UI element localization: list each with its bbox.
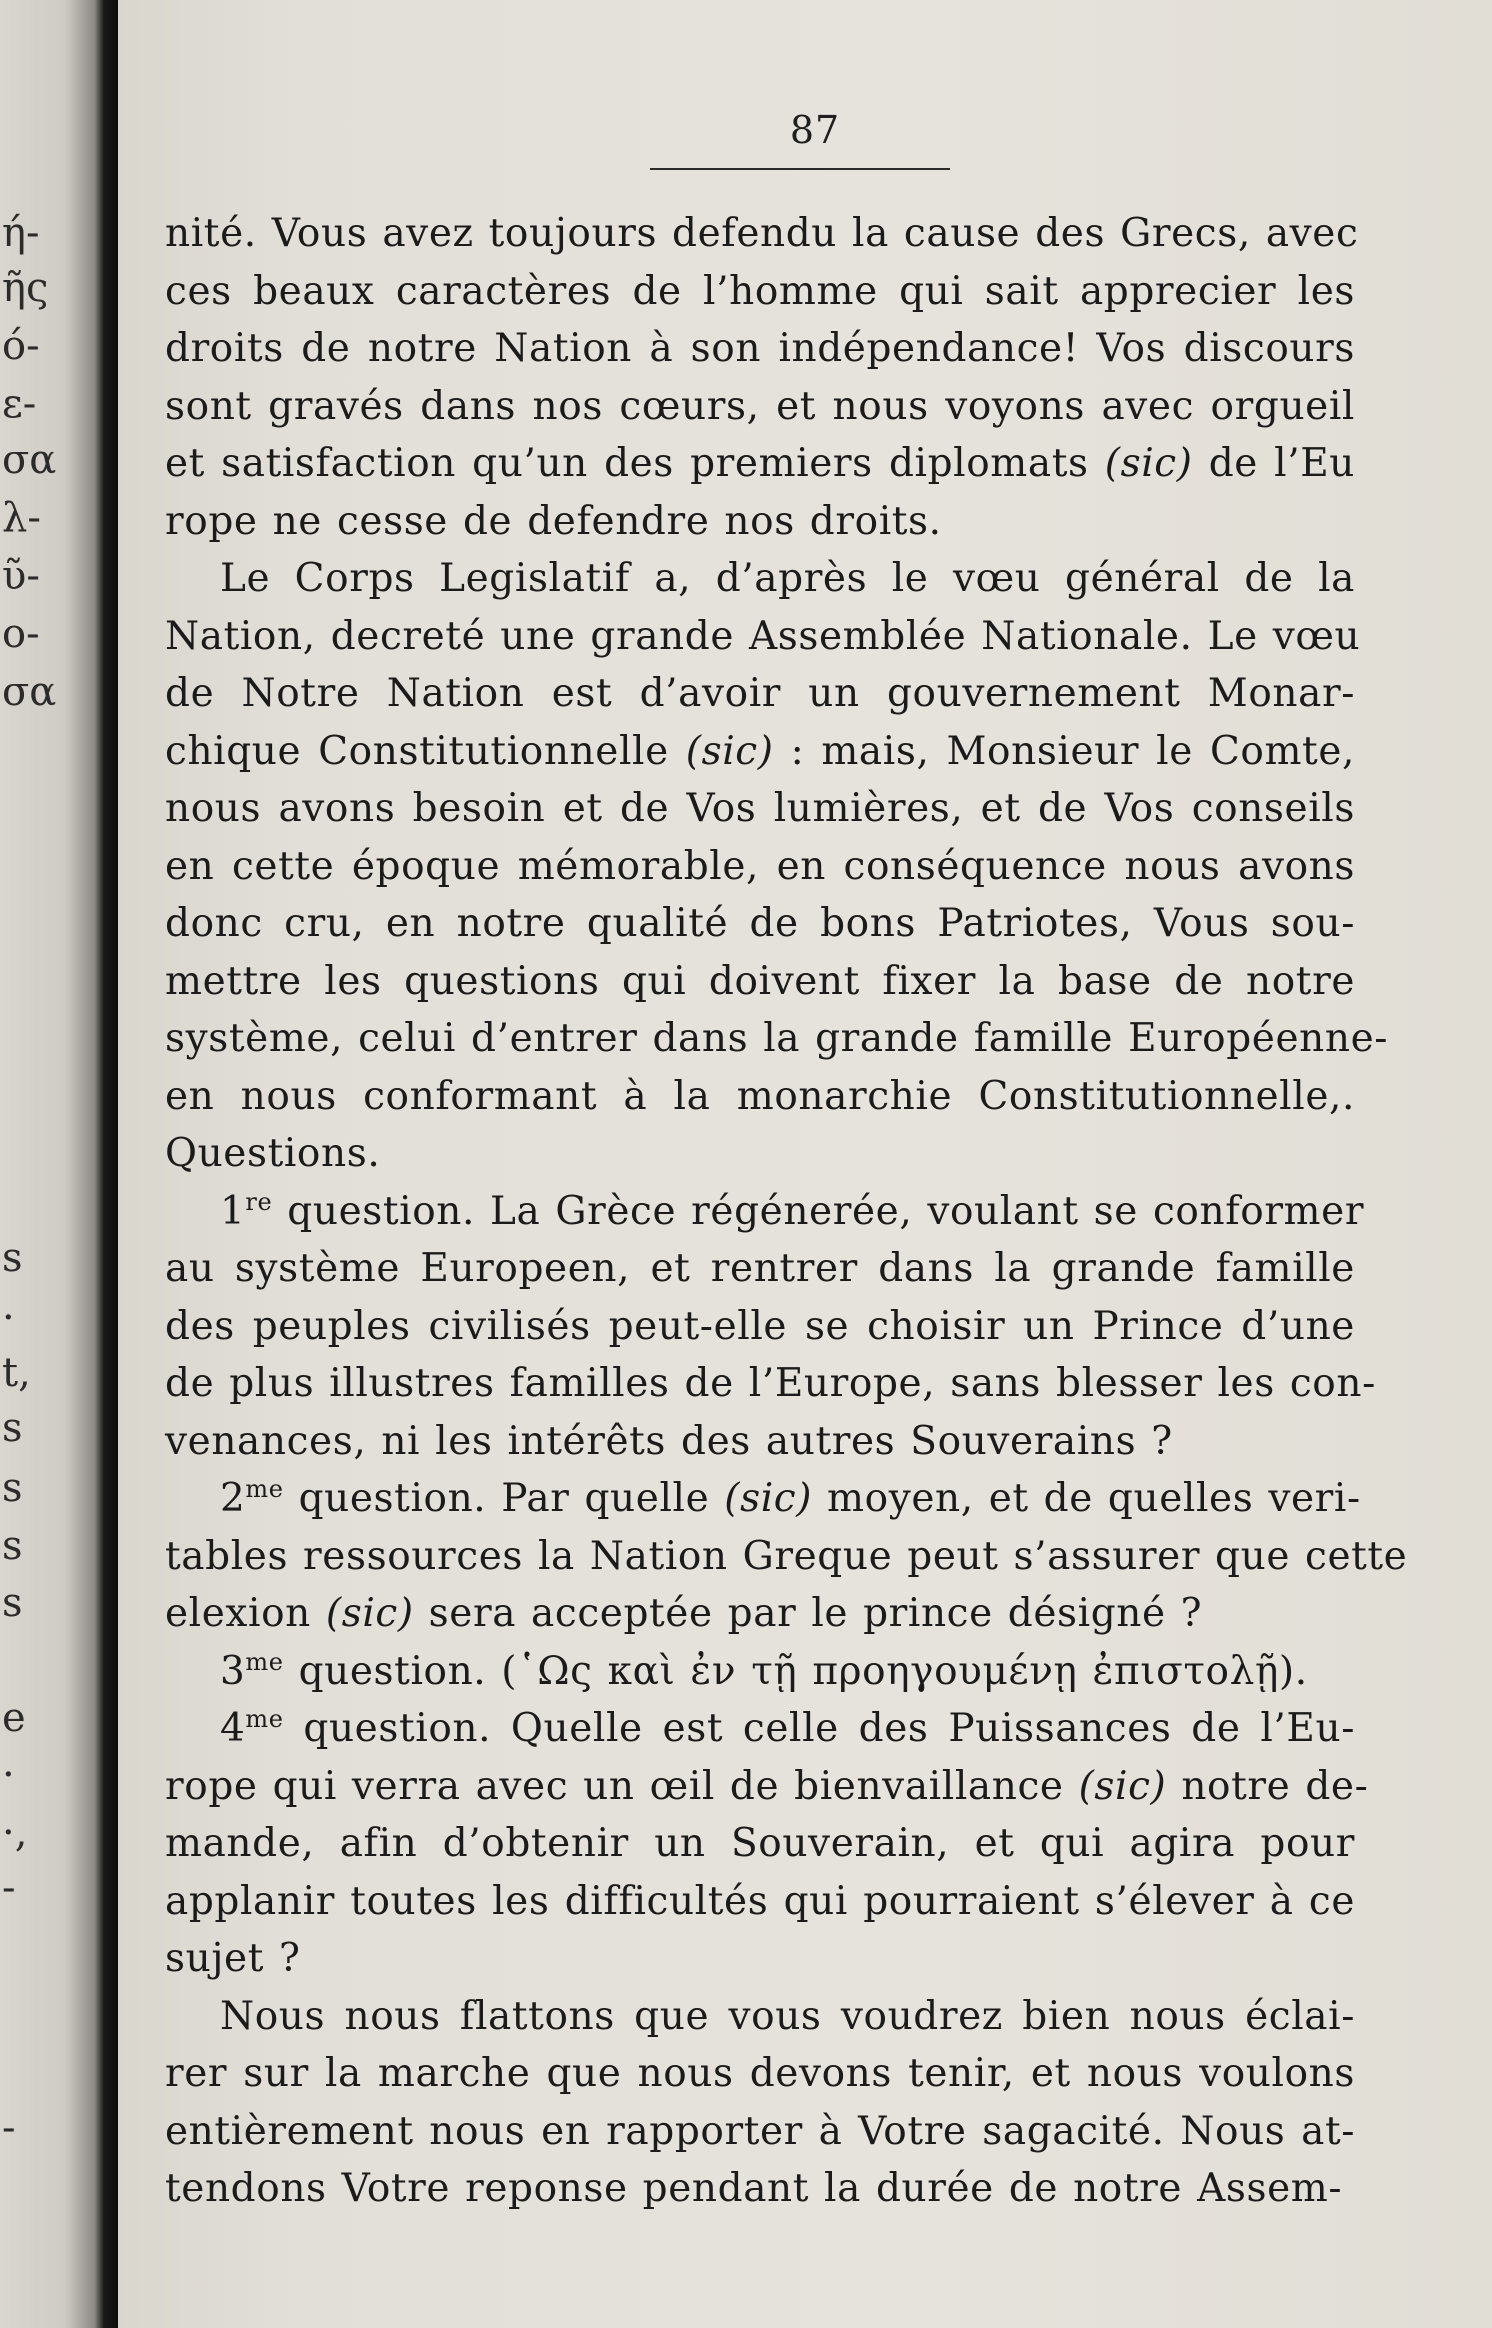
line-segment: question. La Grèce régénerée, voulant se conformer (272, 1188, 1365, 1234)
margin-fragment: s (2, 1235, 23, 1281)
text-line (165, 2045, 1355, 2103)
text-line (165, 320, 1355, 378)
text-line (165, 665, 1355, 723)
margin-fragment: ε- (2, 381, 37, 427)
text-line (165, 1873, 1355, 1931)
line-segment: chique Constitutionnelle (165, 728, 686, 774)
facing-page-margin-fragments (0, 0, 60, 2328)
line-segment: applanir toutes les difficultés qui pourraient s’élever à ce (165, 1878, 1355, 1924)
line-segment: mettre les questions qui doivent fixer la base de notre (165, 958, 1355, 1004)
text-line (165, 953, 1355, 1011)
margin-fragment: λ- (2, 495, 41, 541)
ordinal-superscript: re (245, 1187, 273, 1216)
line-segment: question. Quelle est celle des Puissances de l’Eu- (283, 1706, 1355, 1751)
margin-fragment: s (2, 1405, 23, 1451)
text-line (165, 1240, 1355, 1298)
margin-fragment: - (2, 2105, 16, 2151)
line-segment: venances, ni les intérêts des autres Souverains ? (165, 1418, 1173, 1464)
text-line (165, 2103, 1355, 2161)
line-segment: 2 (220, 1476, 246, 1521)
text-line (165, 1470, 1361, 1528)
margin-fragment: σα (2, 437, 57, 483)
ordinal-superscript: me (245, 1705, 284, 1733)
line-segment: 3 (220, 1648, 246, 1694)
line-segment: sont gravés dans nos cœurs, et nous voyons avec orgueil (165, 383, 1355, 429)
text-line (165, 895, 1355, 953)
margin-fragment: s (2, 1465, 23, 1511)
line-segment: rer sur la marche que nous devons tenir, et nous voulons (165, 2051, 1355, 2096)
line-segment: rope ne cesse de defendre nos droits. (165, 498, 942, 544)
line-segment: rope qui verra avec un œil de bienvaillance (165, 1763, 1079, 1809)
margin-fragment: ῦ- (2, 553, 40, 599)
margin-fragment: σα (2, 669, 57, 715)
line-segment: Le Corps Legislatif a, d’après le vœu général de la (220, 556, 1355, 601)
line-segment: elexion (165, 1591, 326, 1636)
text-line (165, 608, 1361, 666)
line-segment: : mais, Monsieur le Comte, (773, 728, 1355, 774)
page-content (165, 0, 1408, 2328)
margin-fragment: ο- (2, 611, 40, 657)
text-line (165, 1988, 1355, 2046)
text-line (165, 205, 1359, 263)
margin-fragment: s (2, 1580, 23, 1626)
line-segment: donc cru, en notre qualité de bons Patriotes, Vous sou- (165, 901, 1355, 946)
text-line (165, 1010, 1389, 1068)
margin-fragment: ῆς (2, 265, 49, 311)
text-line (165, 1585, 1355, 1643)
margin-fragment: e (2, 1695, 26, 1741)
sic-annotation: (sic) (1078, 1763, 1167, 1809)
text-line (165, 1758, 1369, 1816)
margin-fragment: · (2, 1752, 15, 1798)
text-line (165, 1355, 1376, 1413)
line-segment: entièrement nous en rapporter à Votre sagacité. Nous at- (165, 2108, 1355, 2154)
line-segment: 4 (220, 1706, 246, 1751)
text-line (165, 435, 1355, 493)
ordinal-superscript: me (245, 1647, 284, 1676)
ordinal-superscript: me (245, 1475, 284, 1503)
sic-annotation: (sic) (1104, 441, 1193, 486)
text-line (165, 1930, 1355, 1988)
line-segment: tables ressources la Nation Greque peut s’assurer que cette (165, 1533, 1408, 1579)
text-line (165, 1183, 1365, 1241)
page-number: 87 (789, 108, 841, 152)
line-segment: Nous nous flattons que vous voudrez bien nous éclai- (220, 1993, 1355, 2039)
margin-fragment: ·, (2, 1810, 28, 1856)
line-segment: en nous conformant à la monarchie Constitutionnelle,. (165, 1073, 1355, 1119)
text-line (165, 1815, 1355, 1873)
margin-fragment: ή- (2, 210, 40, 256)
margin-fragment: s (2, 1523, 23, 1569)
line-segment: système, celui d’entrer dans la grande famille Européenne- (165, 1016, 1389, 1061)
margin-fragment: · (2, 1295, 15, 1341)
line-segment: sujet ? (165, 1936, 301, 1981)
text-line (165, 378, 1355, 436)
text-line (165, 493, 1355, 551)
line-segment: question. Par quelle (283, 1476, 725, 1521)
line-segment: Questions. (165, 1131, 381, 1176)
line-segment: tendons Votre reponse pendant la durée de notre Assem- (165, 2166, 1343, 2211)
line-segment: et satisfaction qu’un des premiers diplomats (165, 441, 1105, 486)
line-segment: mande, afin d’obtenir un Souverain, et qui agira pour (165, 1821, 1355, 1866)
line-segment: 1 (220, 1188, 246, 1234)
header-rule (650, 168, 950, 170)
line-segment: en cette époque mémorable, en conséquence nous avons (165, 843, 1355, 889)
line-segment: de Notre Nation est d’avoir un gouvernement Monar- (165, 671, 1355, 716)
text-line (165, 723, 1355, 781)
body-text (165, 205, 1408, 2218)
margin-fragment: t, (2, 1350, 31, 1396)
text-line (165, 550, 1355, 608)
line-segment: droits de notre Nation à son indépendance! Vos discours (165, 326, 1355, 371)
line-segment: de l’Eu (1192, 441, 1355, 486)
line-segment: de plus illustres familles de l’Europe, sans blesser les con- (165, 1361, 1376, 1406)
line-segment: sera acceptée par le prince désigné ? (413, 1591, 1203, 1636)
margin-fragment: ό- (2, 323, 40, 369)
margin-fragment: - (2, 1865, 16, 1911)
text-line (165, 1298, 1355, 1356)
line-segment: question. (῾Ως καὶ ἐν τῇ προηγουμένῃ ἐπιστολῇ). (283, 1648, 1308, 1694)
text-line (165, 263, 1355, 321)
line-segment: au système Europeen, et rentrer dans la grande famille (165, 1246, 1355, 1291)
text-line (165, 1068, 1355, 1126)
text-line (165, 1700, 1355, 1758)
text-line (165, 1528, 1408, 1586)
text-line (165, 1125, 1355, 1183)
line-segment: moyen, et de quelles veri- (812, 1476, 1361, 1521)
line-segment: notre de- (1166, 1763, 1369, 1809)
text-line (165, 2160, 1355, 2218)
text-line (165, 1643, 1355, 1701)
text-line (165, 780, 1355, 838)
sic-annotation: (sic) (724, 1476, 813, 1521)
sic-annotation: (sic) (685, 728, 774, 774)
text-line (165, 1413, 1355, 1471)
line-segment: Nation, decreté une grande Assemblée Nationale. Le vœu (165, 613, 1361, 659)
line-segment: nous avons besoin et de Vos lumières, et de Vos conseils (165, 786, 1355, 831)
line-segment: ces beaux caractères de l’homme qui sait apprecier les (165, 268, 1355, 314)
text-line (165, 838, 1355, 896)
line-segment: des peuples civilisés peut-elle se choisir un Prince d’une (165, 1303, 1355, 1349)
sic-annotation: (sic) (325, 1591, 414, 1636)
line-segment: nité. Vous avez toujours defendu la cause des Grecs, avec (165, 211, 1359, 256)
